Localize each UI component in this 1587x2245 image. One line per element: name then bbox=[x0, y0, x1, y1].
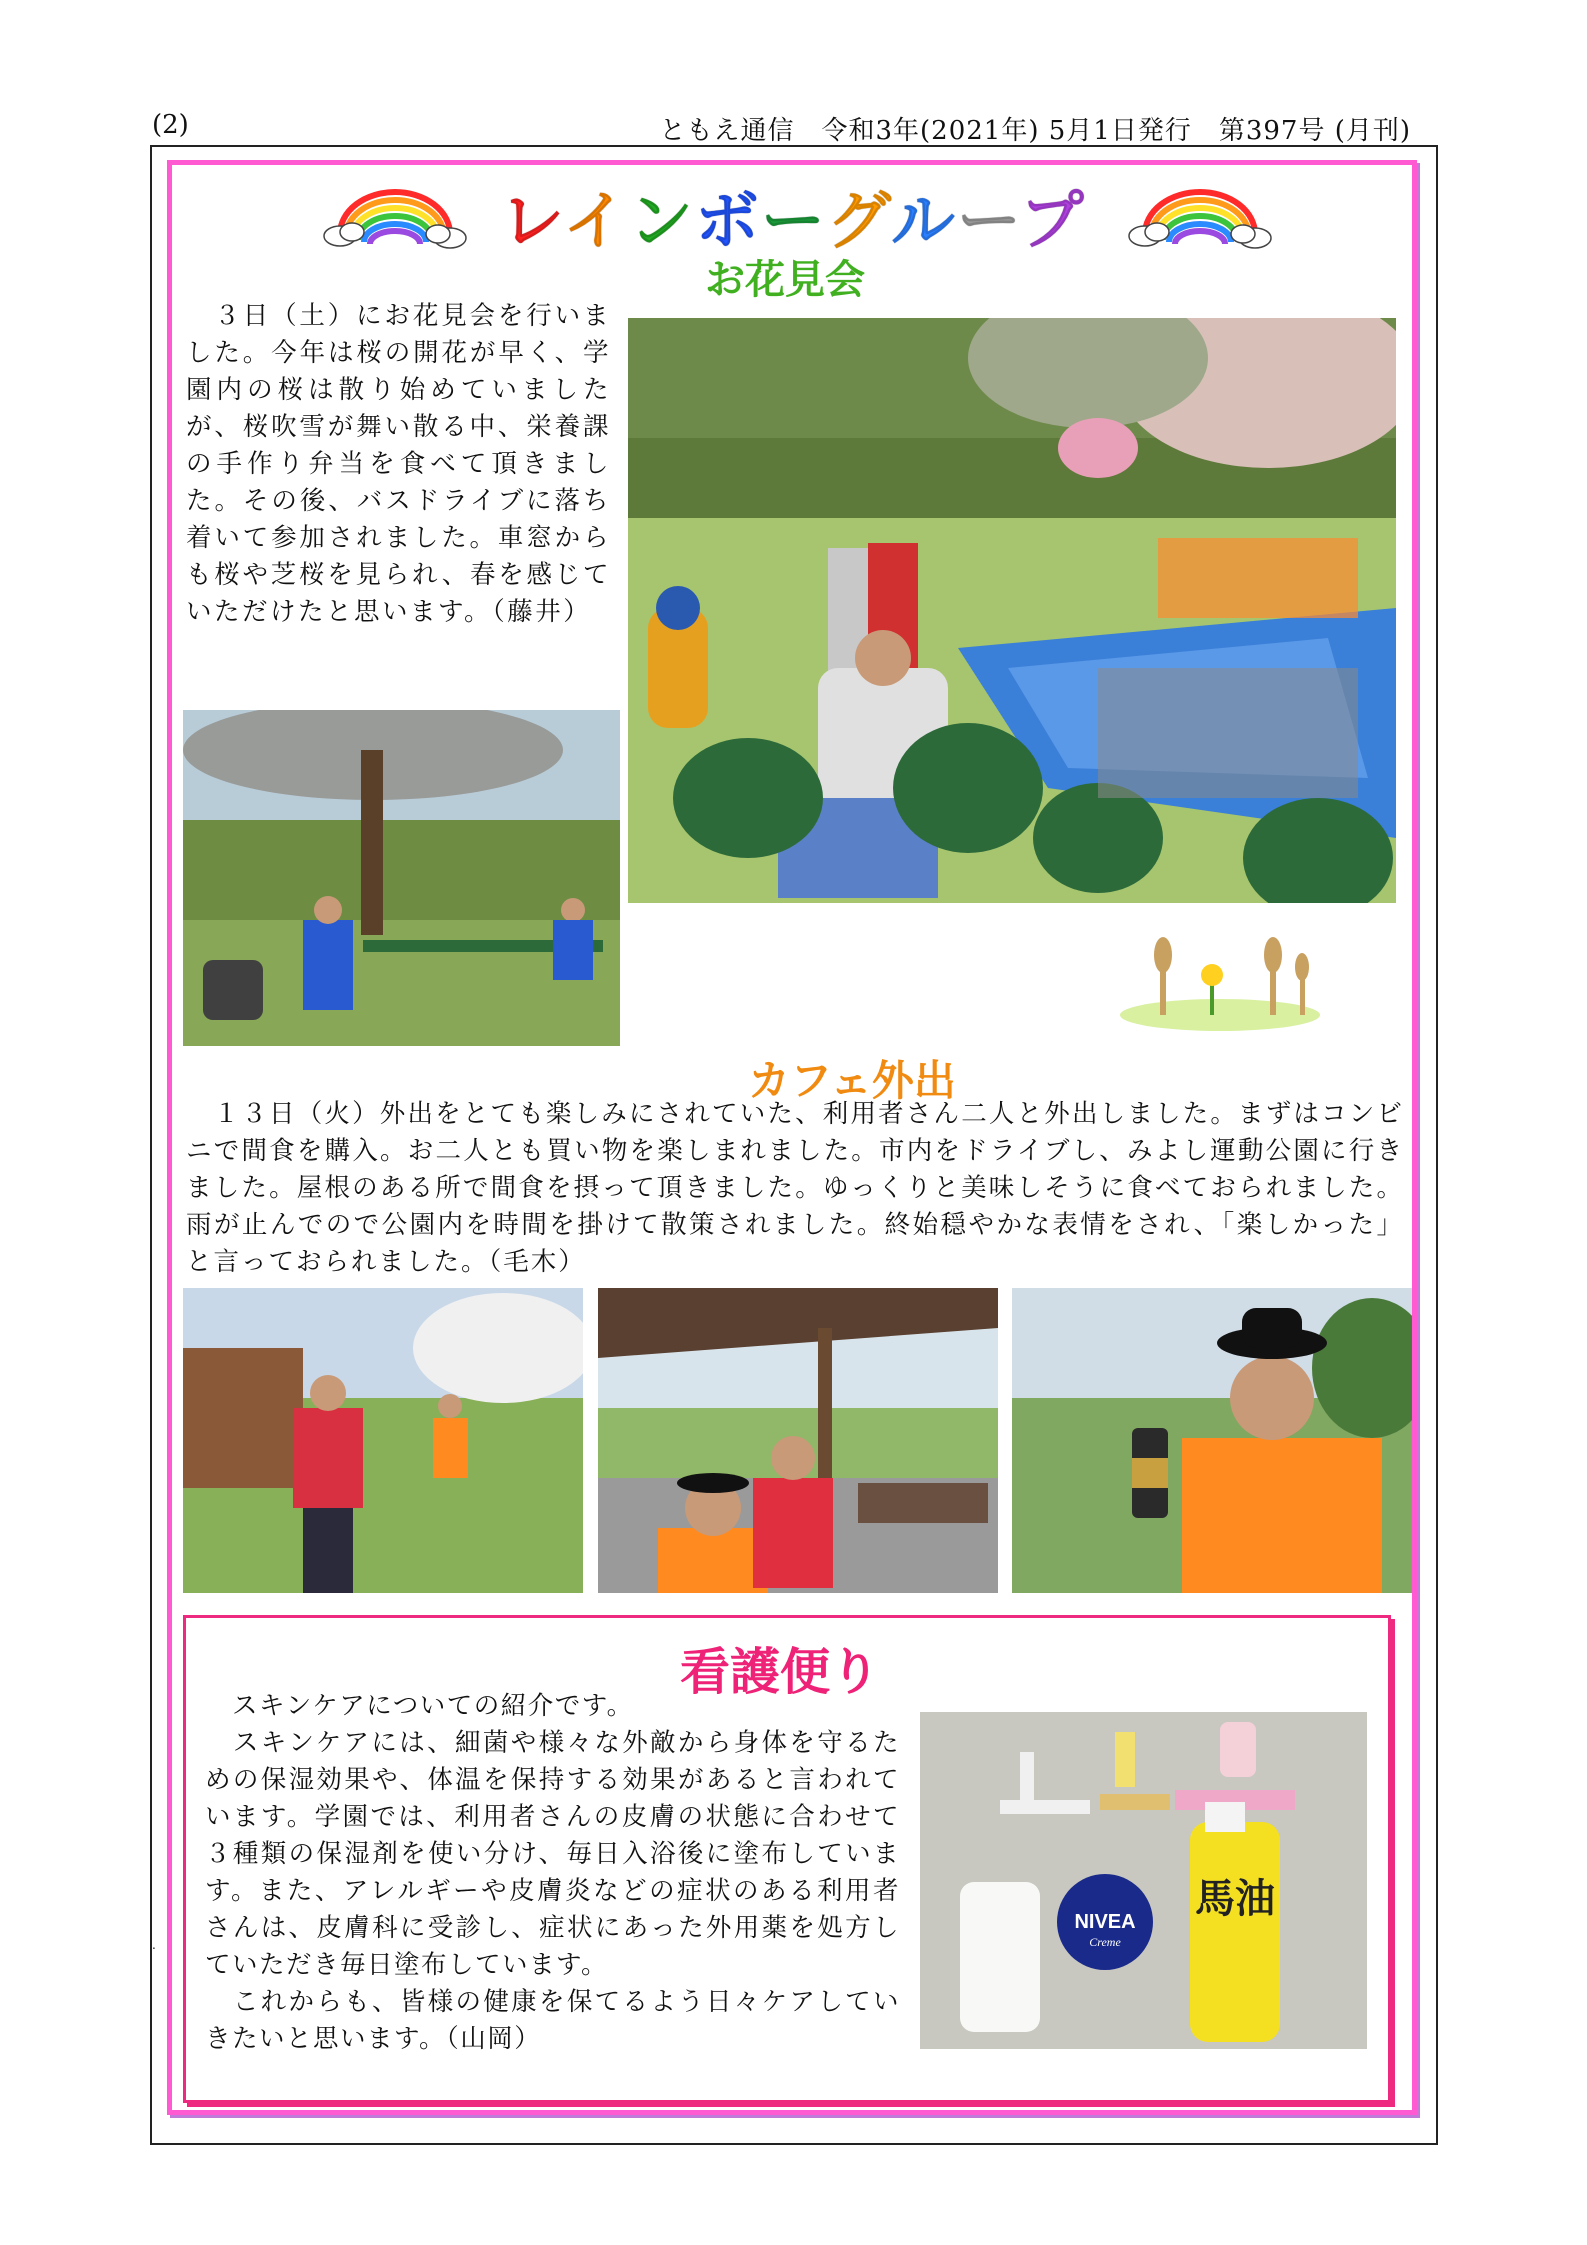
title-char: グ bbox=[826, 185, 891, 259]
title-char: ー bbox=[956, 185, 1020, 259]
nivea-label: NIVEA bbox=[1074, 1911, 1136, 1933]
stray-mark: . bbox=[152, 1938, 156, 1952]
nursing-paragraph: スキンケアには、細菌や様々な外敵から身体を守るための保湿効果や、体温を保持する効果があると言われています。学園では、利用者さんの皮膚の状態に合わせて３種類の保湿剤を使い分け、毎日入浴後に塗布しています。また、アレルギーや皮膚炎などの症状のある利用者さんは、皮膚科に受診し、症状にあった外用薬を処方していただき毎日塗布しています。 bbox=[205, 1728, 900, 1980]
drink-can-photo bbox=[1012, 1288, 1412, 1593]
hanami-text: ３日（土）にお花見会を行いました。今年は桜の開花が早く、学園内の桜は散り始めていましたが、桜吹雪が舞い散る中、栄養課の手作り弁当を食べて頂きました。その後、バスドライブに落ち着いて参加されました。車窓からも桜や芝桜を見られ、春を感じていただけたと思います。（藤井） bbox=[186, 301, 611, 627]
nursing-paragraph: これからも、皆様の健康を保てるよう日々ケアしていきたいと思います。（山岡） bbox=[205, 1987, 900, 2054]
nursing-heading: 看護便り bbox=[680, 1643, 880, 1701]
rainbow-icon-left bbox=[320, 174, 470, 254]
cafe-text: １３日（火）外出をとても楽しみにされていた、利用者さん二人と外出しました。まずはコンビニで間食を購入。お二人とも買い物を楽しまれました。市内をドライブし、みよし運動公園に行きました。屋根のある所で間食を摂って頂きました。ゆっくりと美味しそうに食べておられました。雨が止んでので公園内を時間を掛けて散策されました。終始穏やかな表情をされ、「楽しかった」と言っておられました。（毛木） bbox=[186, 1099, 1404, 1277]
title-char: ボ bbox=[694, 185, 761, 259]
publication-info: ともえ通信 令和3年(2021年) 5月1日発行 第397号 (月刊) bbox=[659, 116, 1411, 146]
title-char: ル bbox=[890, 185, 957, 259]
title-char: レ bbox=[500, 185, 563, 259]
nivea-sublabel: Creme bbox=[1089, 1935, 1121, 1949]
hanami-heading: お花見会 bbox=[705, 257, 865, 303]
skincare-products-photo bbox=[920, 1712, 1367, 2049]
rainbow-icon-right bbox=[1125, 174, 1275, 254]
picnic-tables-photo bbox=[183, 710, 620, 1046]
shelter-snack-photo bbox=[598, 1288, 998, 1593]
title-char: イ bbox=[562, 185, 629, 259]
cafe-heading: カフェ外出 bbox=[748, 1056, 956, 1105]
horsetail-flower-icon bbox=[1120, 915, 1325, 1035]
title-char: プ bbox=[1019, 185, 1086, 259]
hanami-group-photo bbox=[628, 318, 1396, 903]
bayu-label: 馬油 bbox=[1195, 1876, 1275, 1922]
title-banner bbox=[320, 170, 1280, 260]
title-char: ー bbox=[760, 185, 827, 259]
nursing-paragraph: スキンケアについての紹介です。 bbox=[205, 1691, 634, 1721]
park-walk-photo bbox=[183, 1288, 583, 1593]
nursing-text bbox=[205, 1688, 900, 2058]
title-char: ン bbox=[628, 185, 695, 259]
page-number: (2) bbox=[152, 110, 189, 140]
